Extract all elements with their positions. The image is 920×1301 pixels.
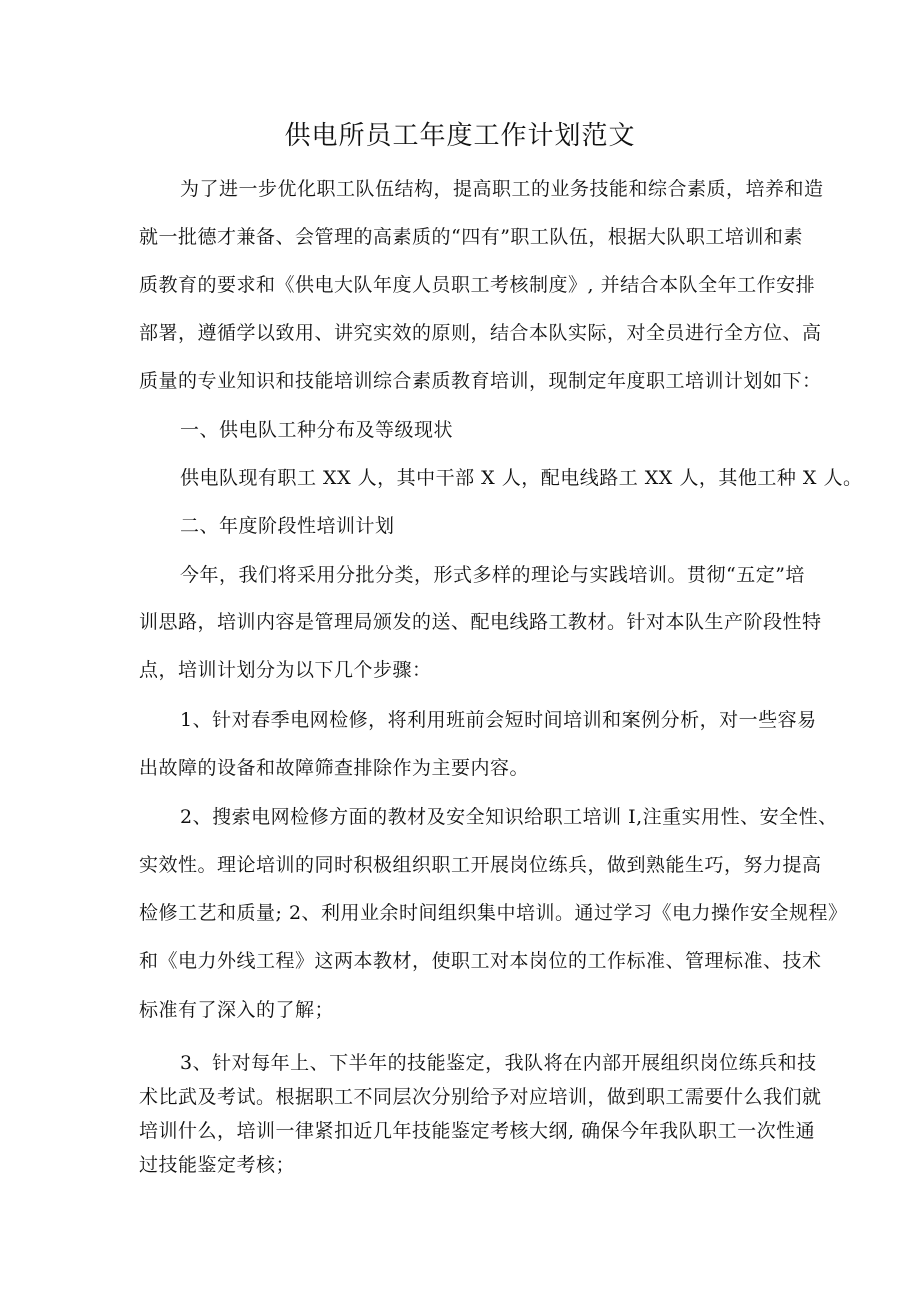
paragraph-line: 今年，我们将采用分批分类，形式多样的理论与实践培训。贯彻“五定”培 bbox=[180, 564, 805, 586]
list-item-line: 标准有了深入的了解； bbox=[139, 999, 335, 1021]
list-item-line: 检修工艺和质量; 2、利用业余时间组织集中培训。通过学习《电力操作安全规程》 bbox=[139, 902, 848, 924]
list-item-line: 培训什么，培训一律紧扣近几年技能鉴定考核大纲, 确保今年我队职工一次性通 bbox=[139, 1120, 816, 1142]
list-item-line: 实效性。理论培训的同时积极组织职工开展岗位练兵，做到熟能生巧，努力提高 bbox=[139, 854, 822, 876]
paragraph-line: 训思路，培训内容是管理局颁发的送、配电线路工教材。针对本队生产阶段性特 bbox=[139, 611, 822, 633]
section-heading: 二、年度阶段性培训计划 bbox=[180, 515, 395, 537]
document-title: 供电所员工年度工作计划范文 bbox=[284, 121, 636, 151]
list-item-line: 1、针对春季电网检修，将利用班前会短时间培训和案例分析，对一些容易 bbox=[180, 709, 817, 731]
section-heading: 一、供电队工种分布及等级现状 bbox=[180, 419, 454, 441]
paragraph-line: 部署，遵循学以致用、讲究实效的原则，结合本队实际，对全员进行全方位、高 bbox=[139, 322, 822, 344]
paragraph-line: 供电队现有职工 XX 人，其中干部 X 人，配电线路工 XX 人，其他工种 X 人。 bbox=[180, 467, 863, 489]
list-item-line: 和《电力外线工程》这两本教材，使职工对本岗位的工作标准、管理标准、技术 bbox=[139, 950, 822, 972]
list-item-line: 3、针对每年上、下半年的技能鉴定，我队将在内部开展组织岗位练兵和技 bbox=[180, 1052, 817, 1074]
paragraph-line: 就一批德才兼备、会管理的高素质的“四有”职工队伍，根据大队职工培训和素 bbox=[139, 226, 803, 248]
paragraph-line: 质教育的要求和《供电大队年度人员职工考核制度》, 并结合本队全年工作安排 bbox=[139, 274, 816, 296]
paragraph-line: 质量的专业知识和技能培训综合素质教育培训，现制定年度职工培训计划如下： bbox=[139, 370, 822, 392]
list-item-line: 过技能鉴定考核； bbox=[139, 1154, 296, 1176]
list-item-line: 2、搜索电网检修方面的教材及安全知识给职工培训 I,注重实用性、安全性、 bbox=[180, 806, 838, 828]
list-item-line: 出故障的设备和故障筛查排除作为主要内容。 bbox=[139, 757, 530, 779]
paragraph-line: 点，培训计划分为以下几个步骤： bbox=[139, 659, 432, 681]
paragraph-line: 为了进一步优化职工队伍结构，提高职工的业务技能和综合素质，培养和造 bbox=[180, 178, 824, 200]
list-item-line: 术比武及考试。根据职工不同层次分别给予对应培训，做到职工需要什么我们就 bbox=[139, 1086, 822, 1108]
